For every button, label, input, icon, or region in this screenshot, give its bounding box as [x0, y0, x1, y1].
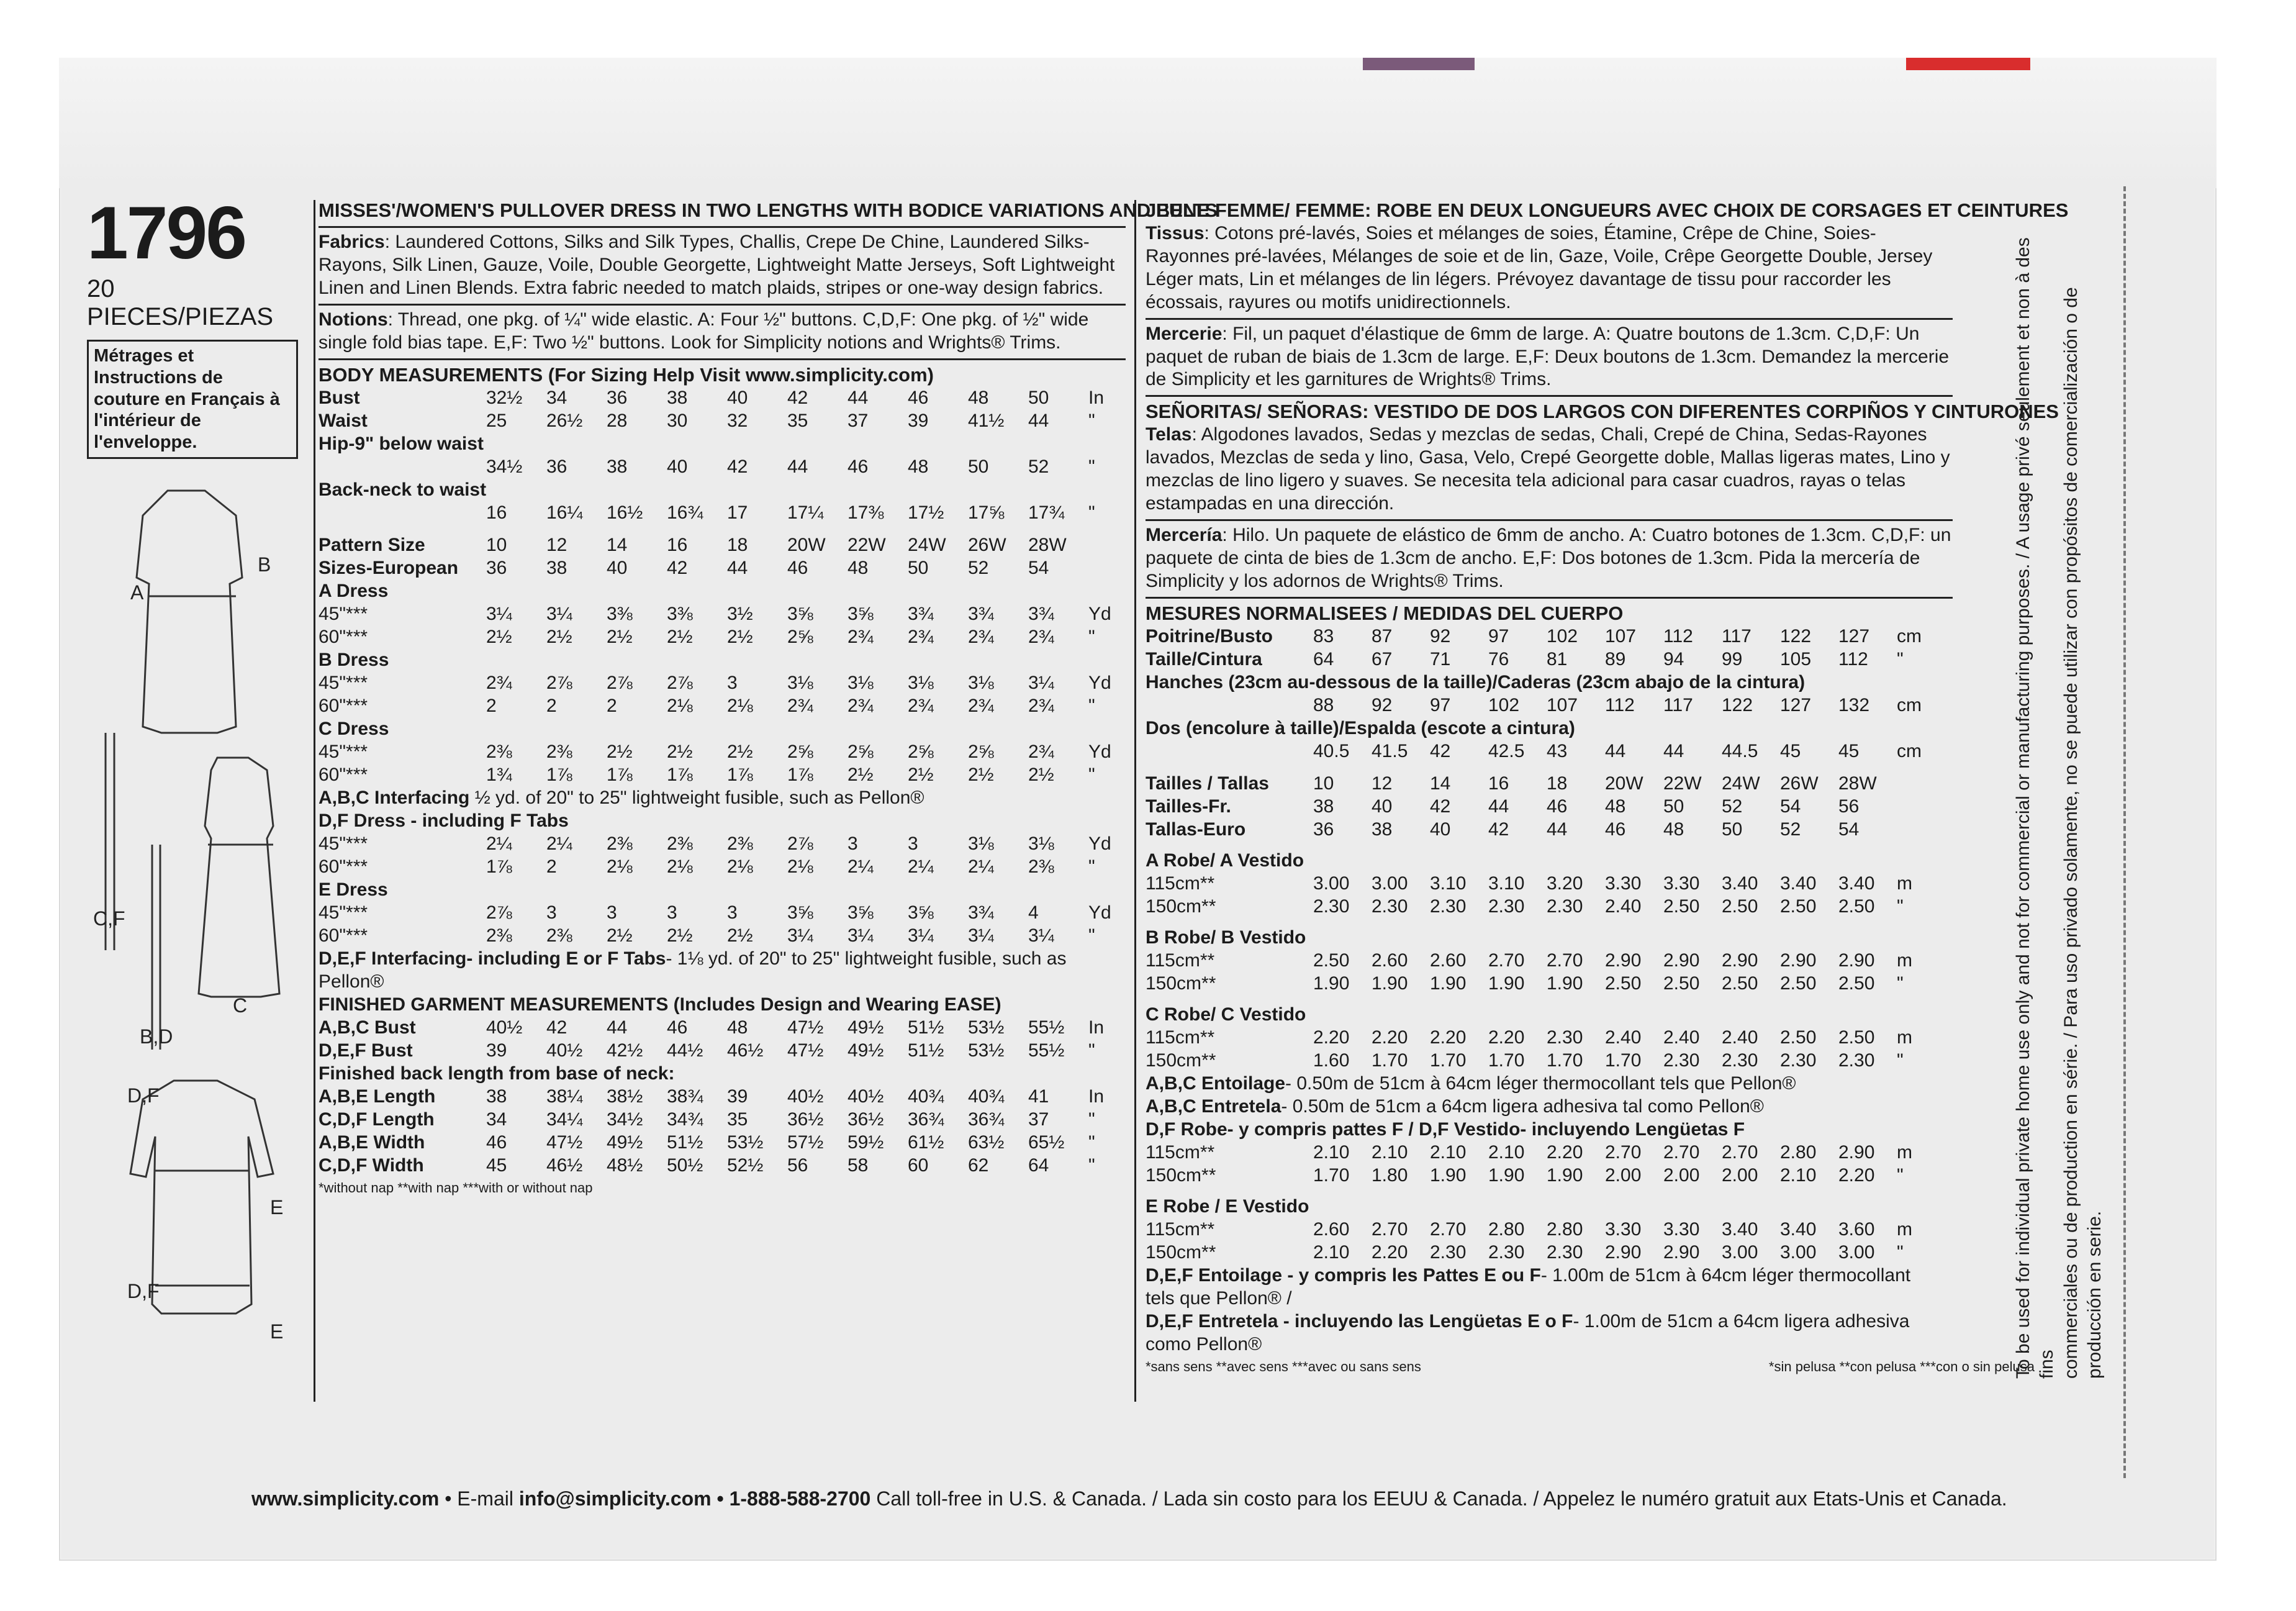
abc-entoilage-row: A,B,C Entoilage- 0.50m de 51cm à 64cm léger thermocollant tels que Pellon® [1146, 1073, 1796, 1094]
df-dress-60-row: 60"*** 1⅞ 2 2⅛ 2⅛ 2⅛ 2⅛ 2¼ 2¼ 2¼ 2⅜ " [319, 856, 1095, 877]
a-robe-115-row: 115cm** 3.00 3.00 3.10 3.10 3.20 3.30 3.30 3.40 3.40 3.40 m [1146, 873, 1912, 894]
view-d-e-drawing [130, 1081, 273, 1314]
a-dress-60-row: 60"*** 2½ 2½ 2½ 2½ 2½ 2⅝ 2¾ 2¾ 2¾ 2¾ " [319, 626, 1095, 647]
c-dress-60-row: 60"*** 1¾ 1⅞ 1⅞ 1⅞ 1⅞ 1⅞ 2½ 2½ 2½ 2½ " [319, 764, 1095, 785]
view-label-e-bottom: E [270, 1320, 284, 1343]
hanches-row: 88 92 97 102 107 112 117 122 127 132 cm [1313, 694, 1922, 715]
c-dress-45-row: 45"*** 2⅜ 2⅜ 2½ 2½ 2½ 2⅝ 2⅝ 2⅝ 2⅝ 2¾ Yd [319, 741, 1111, 762]
french-tissus: Tissus: Cotons pré-lavés, Soies et mélanges de soies, Étamine, Crêpe de Chine, Soies-Rayonnes pré-lavées, Mélanges de soie et de lin, Gaze, Voile, Crêpe Georgette Double, Jersey Léger mats, Lin et mélanges de lin légers. Prévoyez davantage de tissu pour raccorder les écossais, rayures ou motifs unidirectionnels. [1146, 223, 1933, 312]
b-dress-45-row: 45"*** 2¾ 2⅞ 2⅞ 2⅞ 3 3⅛ 3⅛ 3⅛ 3⅛ 3¼ Yd [319, 672, 1111, 693]
envelope-flap [59, 58, 2217, 188]
brand-color-strip [1906, 58, 2030, 70]
back-length-heading: Finished back length from base of neck: [319, 1063, 675, 1084]
bust-row: Bust 32½ 34 36 38 40 42 44 46 48 50 In [319, 387, 1105, 408]
pattern-number: 1796 [87, 191, 245, 275]
dos-row-label: Dos (encolure à taille)/Espalda (escote a cintura) [1146, 717, 1575, 738]
sizes-european-row: Sizes-European 36 38 40 42 44 46 48 50 52 54 [319, 557, 1049, 578]
view-label-d-f-top: D,F [127, 1084, 160, 1107]
spanish-title: SEÑORITAS/ SEÑORAS: VESTIDO DE DOS LARGOS CON DIFERENTES CORPIÑOS Y CINTURONES [1146, 401, 2059, 423]
c-robe-150-row: 150cm** 1.60 1.70 1.70 1.70 1.70 1.70 2.30 2.30 2.30 2.30 " [1146, 1050, 1904, 1071]
abe-width-row: A,B,E Width 46 47½ 49½ 51½ 53½ 57½ 59½ 61½ 63½ 65½ " [319, 1132, 1095, 1153]
b-robe-115-row: 115cm** 2.50 2.60 2.60 2.70 2.70 2.90 2.90 2.90 2.90 2.90 m [1146, 950, 1912, 971]
email-link[interactable]: info@simplicity.com [518, 1487, 712, 1510]
view-label-e-top: E [270, 1196, 284, 1218]
english-notions: Notions: Thread, one pkg. of ¼" wide elastic. A: Four ½" buttons. C,D,F: One pkg. of ½" wide single fold bias tape. E,F: Two ½" buttons. Look for Simplicity notions and Wrights® Trims. [319, 309, 1089, 353]
e-dress-heading: E Dress [319, 879, 388, 900]
def-entretela-row: D,E,F Entretela - incluyendo las Lengüetas E o F- 1.00m de 51cm a 64cm ligera adhesiva como Pellon® [1146, 1310, 1910, 1355]
a-robe-heading: A Robe/ A Vestido [1146, 850, 1304, 871]
taille-row: Taille/Cintura 64 67 71 76 81 89 94 99 105 112 " [1146, 648, 1904, 669]
c-robe-heading: C Robe/ C Vestido [1146, 1004, 1306, 1025]
e-robe-115-row: 115cm** 2.60 2.70 2.70 2.80 2.80 3.30 3.30 3.40 3.40 3.60 m [1146, 1218, 1912, 1240]
df-robe-heading: D,F Robe- y compris pattes F / D,F Vestido- incluyendo Lengüetas F [1146, 1119, 1745, 1140]
view-c-drawing [199, 758, 279, 997]
cdf-width-row: C,D,F Width 45 46½ 48½ 50½ 52½ 56 58 60 62 64 " [319, 1155, 1095, 1176]
front-cover-strip [1363, 58, 1475, 70]
metric-measurements-heading: MESURES NORMALISEES / MEDIDAS DEL CUERPO [1146, 602, 1624, 624]
df-dress-45-row: 45"*** 2¼ 2¼ 2⅜ 2⅜ 2⅜ 2⅞ 3 3 3⅛ 3⅛ Yd [319, 833, 1111, 854]
body-measurements-heading: BODY MEASUREMENTS (For Sizing Help Visit www.simplicity.com) [319, 363, 934, 386]
e-robe-heading: E Robe / E Vestido [1146, 1196, 1309, 1217]
spanish-merceria: Mercería: Hilo. Un paquete de elástico de 6mm de ancho. A: Cuatro botones de 1.3cm. C,D,F: un paquete de cinta de bies de 1.3cm de ancho. E,F: Dos botones de 1.3cm. Pida la mercería de Simplicity y los adornos de Wrights® Trims. [1146, 525, 1951, 591]
divider-left [314, 200, 315, 1402]
hip-row: 34½ 36 38 40 42 44 46 48 50 52 " [486, 456, 1095, 477]
back-neck-row-label: Back-neck to waist [319, 479, 487, 500]
finished-heading: FINISHED GARMENT MEASUREMENTS (Includes Design and Wearing EASE) [319, 994, 1001, 1015]
spanish-telas: Telas: Algodones lavados, Sedas y mezclas de sedas, Chali, Crepé de China, Sedas-Rayones lavados, Mezclas de seda y lino, Gasa, Velo, Crepé Georgette doble, Mallas ligeras mates, Lino y mezclas de lino ligero y suaves. Se necesita tela adicional para casar cuadros, rayas o telas estampadas en una dirección. [1146, 424, 1950, 514]
view-label-b: B [258, 553, 271, 576]
view-label-a: A [130, 581, 144, 604]
view-label-b-d: B,D [140, 1025, 173, 1048]
metric-measurements-table [1146, 625, 1934, 1356]
df-robe-150-row: 150cm** 1.70 1.80 1.90 1.90 1.90 2.00 2.00 2.00 2.10 2.20 " [1146, 1164, 1904, 1186]
belt-drawing [106, 733, 160, 1050]
french-mercerie: Mercerie: Fil, un paquet d'élastique de 6mm de large. A: Quatre boutons de 1.3cm. C,D,F: Un paquet de ruban de biais de 1.3cm de large. E,F: Deux boutons de 1.3cm. Demandez la mercerie de Simplicity et les garnitures de Wrights® Trims. [1146, 323, 1950, 390]
website-link[interactable]: www.simplicity.com [251, 1487, 440, 1510]
a-robe-150-row: 150cm** 2.30 2.30 2.30 2.30 2.30 2.40 2.50 2.50 2.50 2.50 " [1146, 896, 1904, 917]
metric-nap-footnote: *sans sens **avec sens ***avec ou sans sens *sin pelusa **con pelusa ***con o sin pelusa [1146, 1359, 2035, 1375]
tailles-fr-row: Tailles-Fr. 38 40 42 44 46 48 50 52 54 56 [1146, 796, 1860, 817]
pattern-id-block [87, 191, 304, 459]
b-dress-heading: B Dress [319, 649, 389, 670]
abc-interfacing-row: A,B,C Interfacing ½ yd. of 20" to 25" lightweight fusible, such as Pellon® [319, 787, 924, 808]
a-dress-heading: A Dress [319, 580, 389, 601]
english-fabrics: Fabrics: Laundered Cottons, Silks and Silk Types, Challis, Crepe De Chine, Laundered Silks-Rayons, Silk Linen, Gauze, Voile, Double Georgette, Lightweight Matte Jerseys, Soft Lightweight Linen and Linen Blends. Extra fabric needed to match plaids, stripes or one-way design fabrics. [319, 232, 1115, 298]
def-interfacing-row: D,E,F Interfacing- including E or F Tabs- 1⅛ yd. of 20" to 25" lightweight fusible, such as Pellon® [319, 948, 1067, 992]
waist-row: Waist 25 26½ 28 30 32 35 37 39 41½ 44 " [319, 410, 1095, 431]
hip-row-label: Hip-9" below waist [319, 433, 484, 454]
back-neck-row: 16 16¼ 16½ 16¾ 17 17¼ 17⅜ 17½ 17⅝ 17¾ " [486, 502, 1095, 523]
english-nap-footnote: *without nap **with nap ***with or without nap [319, 1180, 593, 1196]
usage-disclaimer: To be used for individual private home use only and not for commercial or manufacturing purposes. / A usage privé seulement et non à des fins commerciales ou de production en série. / Para uso privado solamente, no se puede utilizar con propósitos de comercialización o de producción en serie. [2013, 237, 2105, 1379]
pattern-size-row: Pattern Size 10 12 14 16 18 20W 22W 24W 26W 28W [319, 534, 1067, 555]
hanches-row-label: Hanches (23cm au-dessous de la taille)/Caderas (23cm abajo de la cintura) [1146, 671, 1806, 692]
df-robe-115-row: 115cm** 2.10 2.10 2.10 2.10 2.20 2.70 2.70 2.70 2.80 2.90 m [1146, 1141, 1912, 1163]
df-dress-heading: D,F Dress - including F Tabs [319, 810, 569, 831]
abc-bust-row: A,B,C Bust 40½ 42 44 46 48 47½ 49½ 51½ 53½ 55½ In [319, 1017, 1105, 1038]
tailles-row: Tailles / Tallas 10 12 14 16 18 20W 22W 24W 26W 28W [1146, 773, 1877, 794]
abc-entretela-row: A,B,C Entretela- 0.50m de 51cm a 64cm ligera adhesiva tal como Pellon® [1146, 1096, 1764, 1117]
technical-drawings [93, 478, 304, 1360]
view-label-c: C [233, 994, 248, 1017]
english-title: MISSES'/WOMEN'S PULLOVER DRESS IN TWO LENGTHS WITH BODICE VARIATIONS AND BELTS [319, 199, 1218, 221]
view-a-b-drawing [137, 491, 242, 733]
b-dress-60-row: 60"*** 2 2 2 2⅛ 2⅛ 2¾ 2¾ 2¾ 2¾ 2¾ " [319, 695, 1095, 716]
french-instructions-note: Métrages et Instructions de couture en Français à l'intérieur de l'enveloppe. [87, 340, 298, 459]
tallas-euro-row: Tallas-Euro 36 38 40 42 44 46 48 50 52 54 [1146, 819, 1860, 840]
contact-footer: www.simplicity.com • E-mail info@simplicity.com • 1-888-588-2700 Call toll-free in U.S. & Canada. / Lada sin costo para los EEUU & Canada. / Appelez le numéro gratuit aux Etats-Unis et Canada. [251, 1487, 2007, 1510]
b-robe-heading: B Robe/ B Vestido [1146, 927, 1306, 948]
c-dress-heading: C Dress [319, 718, 389, 739]
e-dress-60-row: 60"*** 2⅜ 2⅜ 2½ 2½ 2½ 3¼ 3¼ 3¼ 3¼ 3¼ " [319, 925, 1095, 946]
def-bust-row: D,E,F Bust 39 40½ 42½ 44½ 46½ 47½ 49½ 51½ 53½ 55½ " [319, 1040, 1095, 1061]
view-label-c-f: C,F [93, 907, 125, 930]
e-robe-150-row: 150cm** 2.10 2.20 2.30 2.30 2.30 2.90 2.90 3.00 3.00 3.00 " [1146, 1241, 1904, 1263]
french-title: JEUNE FEMME/ FEMME: ROBE EN DEUX LONGUEURS AVEC CHOIX DE CORSAGES ET CEINTURES [1146, 199, 2069, 221]
c-robe-115-row: 115cm** 2.20 2.20 2.20 2.20 2.30 2.40 2.40 2.40 2.50 2.50 m [1146, 1027, 1912, 1048]
english-measurements-table [319, 387, 1126, 1178]
dos-row: 40.5 41.5 42 42.5 43 44 44 44.5 45 45 cm [1313, 740, 1922, 761]
pattern-pieces-count: 20 PIECES/PIEZAS [87, 275, 274, 330]
english-column [319, 199, 1218, 1197]
def-entoilage-row: D,E,F Entoilage - y compris les Pattes E ou F- 1.00m de 51cm à 64cm léger thermocollant tels que Pellon® / [1146, 1264, 1911, 1309]
cdf-length-row: C,D,F Length 34 34¼ 34½ 34¾ 35 36½ 36½ 36¾ 36¾ 37 " [319, 1109, 1095, 1130]
poitrine-row: Poitrine/Busto 83 87 92 97 102 107 112 117 122 127 cm [1146, 625, 1922, 647]
divider-center [1134, 200, 1136, 1402]
b-robe-150-row: 150cm** 1.90 1.90 1.90 1.90 1.90 2.50 2.50 2.50 2.50 2.50 " [1146, 973, 1904, 994]
e-dress-45-row: 45"*** 2⅞ 3 3 3 3 3⅝ 3⅝ 3⅝ 3¾ 4 Yd [319, 902, 1111, 923]
view-label-d-f-bottom: D,F [127, 1280, 160, 1302]
fold-line [2123, 186, 2126, 1478]
a-dress-45-row: 45"*** 3¼ 3¼ 3⅜ 3⅜ 3½ 3⅝ 3⅝ 3¾ 3¾ 3¾ Yd [319, 603, 1111, 624]
abe-length-row: A,B,E Length 38 38¼ 38½ 38¾ 39 40½ 40½ 40¾ 40¾ 41 In [319, 1086, 1105, 1107]
